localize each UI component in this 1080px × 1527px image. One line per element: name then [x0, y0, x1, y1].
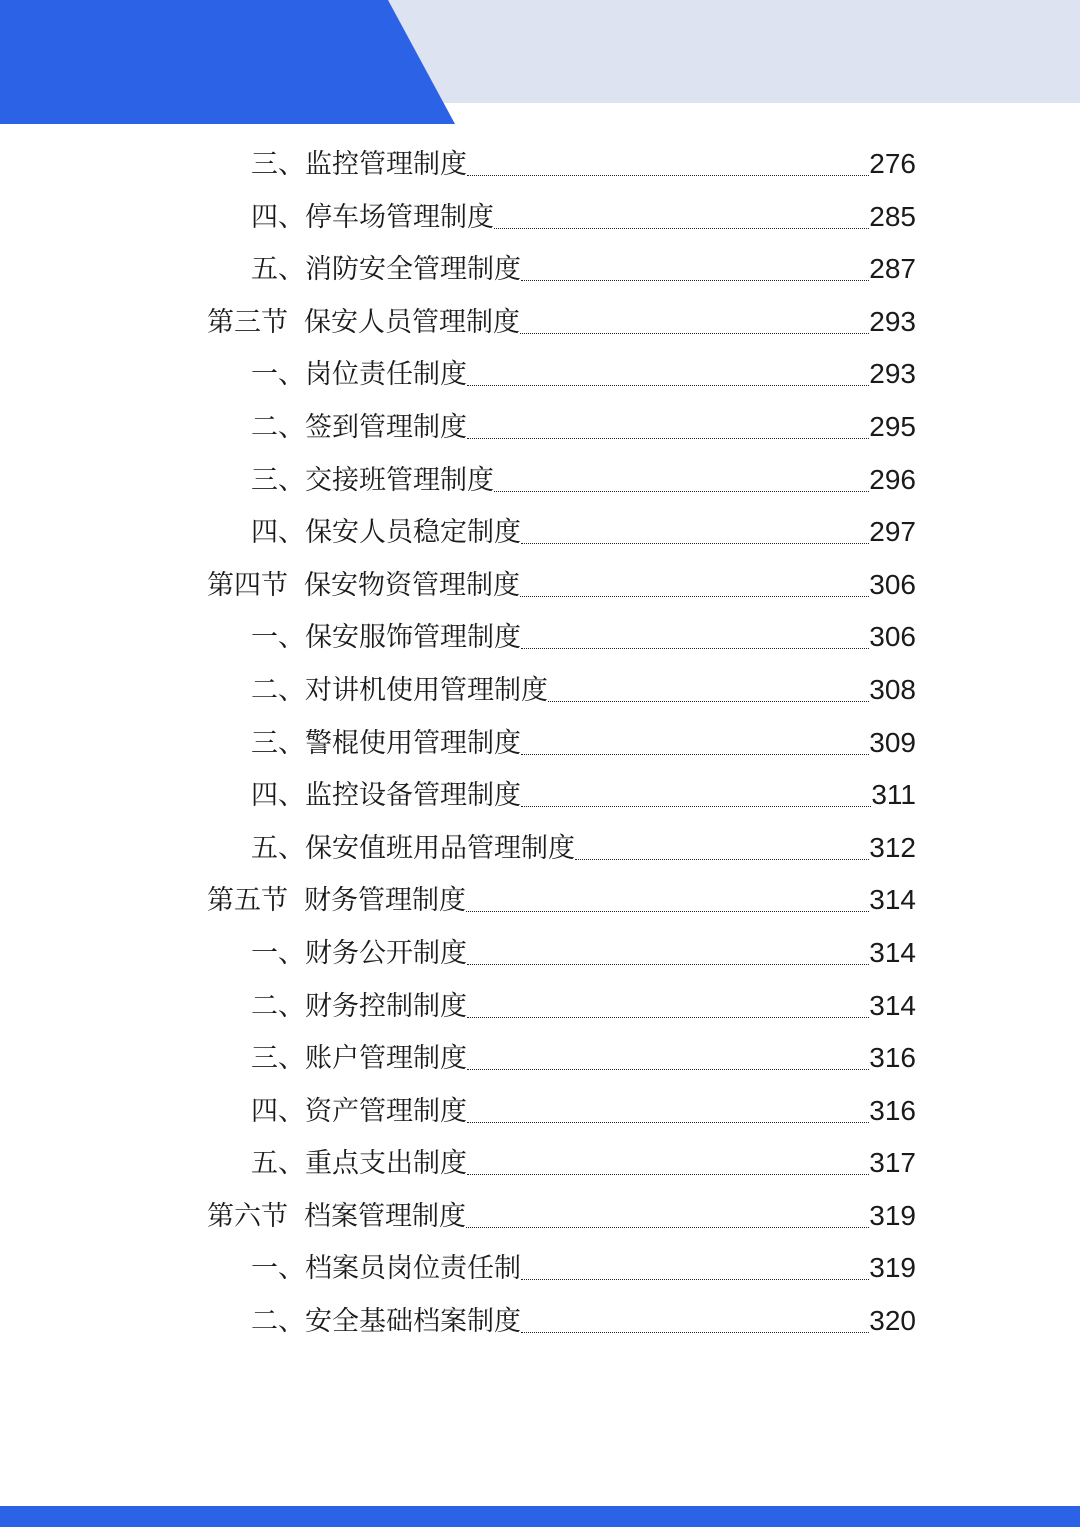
toc-page-number: 306 — [869, 621, 916, 653]
toc-dot-leader — [467, 964, 869, 965]
toc-entry-number: 三、 — [251, 1043, 305, 1075]
toc-subsection-entry[interactable] — [0, 609, 1080, 662]
toc-page-number: 295 — [869, 410, 916, 442]
toc-entry-number: 一、 — [251, 359, 305, 391]
toc-page-number: 317 — [869, 1147, 916, 1179]
toc-subsection-entry[interactable] — [0, 399, 1080, 452]
toc-page-number: 276 — [869, 148, 916, 179]
toc-page-number: 293 — [869, 305, 916, 337]
toc-subsection-entry[interactable] — [0, 1293, 1080, 1346]
footer-band — [0, 1506, 1080, 1527]
toc-entry-title: 消防安全管理制度 — [305, 254, 521, 286]
toc-subsection-entry[interactable] — [0, 978, 1080, 1031]
table-of-contents — [0, 136, 1080, 1346]
toc-entry-title: 签到管理制度 — [305, 411, 467, 443]
toc-entry-number: 第四节 — [207, 569, 288, 601]
toc-dot-leader — [467, 385, 869, 386]
toc-dot-leader — [467, 1122, 869, 1123]
toc-entry-title: 保安人员稳定制度 — [305, 517, 521, 549]
toc-subsection-entry[interactable] — [0, 820, 1080, 873]
toc-page-number: 287 — [869, 253, 916, 285]
toc-entry-title: 停车场管理制度 — [305, 201, 494, 233]
toc-page-number: 311 — [871, 779, 916, 811]
toc-entry-title: 财务公开制度 — [305, 937, 467, 969]
toc-subsection-entry[interactable] — [0, 767, 1080, 820]
toc-page-number: 319 — [869, 1252, 916, 1284]
toc-entry-number: 第六节 — [207, 1200, 288, 1232]
toc-entry-number: 四、 — [251, 1095, 305, 1127]
toc-entry-title: 资产管理制度 — [305, 1095, 467, 1127]
toc-dot-leader — [521, 1279, 869, 1280]
toc-entry-number: 五、 — [251, 1148, 305, 1180]
toc-subsection-entry[interactable] — [0, 346, 1080, 399]
toc-entry-number: 二、 — [251, 674, 305, 706]
toc-page-number: 285 — [869, 200, 916, 232]
toc-subsection-entry[interactable] — [0, 1030, 1080, 1083]
toc-page-number: 314 — [869, 989, 916, 1021]
toc-subsection-entry[interactable] — [0, 1083, 1080, 1136]
toc-dot-leader — [466, 911, 869, 912]
toc-dot-leader — [467, 1017, 869, 1018]
toc-entry-title: 岗位责任制度 — [305, 359, 467, 391]
toc-page-number: 293 — [869, 358, 916, 390]
toc-entry-title: 安全基础档案制度 — [305, 1306, 521, 1338]
toc-subsection-entry[interactable] — [0, 1135, 1080, 1188]
toc-dot-leader — [494, 228, 869, 229]
toc-subsection-entry[interactable] — [0, 504, 1080, 557]
toc-entry-number: 一、 — [251, 622, 305, 654]
toc-section-entry[interactable] — [0, 294, 1080, 347]
toc-entry-number: 第五节 — [207, 885, 288, 917]
toc-subsection-entry[interactable] — [0, 241, 1080, 294]
toc-entry-number: 三、 — [251, 727, 305, 759]
toc-entry-number: 二、 — [251, 411, 305, 443]
toc-dot-leader — [466, 1227, 869, 1228]
toc-dot-leader — [521, 280, 869, 281]
toc-entry-number: 四、 — [251, 780, 305, 812]
toc-dot-leader — [467, 1174, 869, 1175]
toc-entry-title: 对讲机使用管理制度 — [305, 674, 548, 706]
toc-subsection-entry[interactable] — [0, 925, 1080, 978]
toc-entry-title: 保安人员管理制度 — [304, 306, 520, 338]
toc-dot-leader — [520, 596, 869, 597]
toc-dot-leader — [467, 175, 869, 176]
toc-page-number: 316 — [869, 1094, 916, 1126]
toc-entry-title: 保安值班用品管理制度 — [305, 832, 575, 864]
toc-page-number: 316 — [869, 1042, 916, 1074]
toc-entry-number: 一、 — [251, 937, 305, 969]
toc-entry-number: 二、 — [251, 990, 305, 1022]
toc-dot-leader — [521, 754, 869, 755]
toc-page-number: 320 — [869, 1305, 916, 1337]
toc-dot-leader — [494, 491, 869, 492]
toc-dot-leader — [467, 1069, 869, 1070]
toc-entry-number: 三、 — [251, 149, 305, 180]
toc-page-number: 306 — [869, 568, 916, 600]
toc-dot-leader — [520, 333, 869, 334]
toc-section-entry[interactable] — [0, 872, 1080, 925]
toc-entry-title: 交接班管理制度 — [305, 464, 494, 496]
toc-dot-leader — [521, 543, 869, 544]
toc-entry-title: 警棍使用管理制度 — [305, 727, 521, 759]
toc-page-number: 314 — [869, 884, 916, 916]
toc-entry-title: 财务管理制度 — [304, 885, 466, 917]
toc-entry-number: 四、 — [251, 517, 305, 549]
toc-page-number: 296 — [869, 463, 916, 495]
toc-dot-leader — [521, 1332, 869, 1333]
toc-page-number: 308 — [869, 673, 916, 705]
toc-page-number: 309 — [869, 726, 916, 758]
toc-dot-leader — [548, 701, 869, 702]
toc-entry-title: 档案管理制度 — [304, 1200, 466, 1232]
toc-subsection-entry[interactable] — [0, 662, 1080, 715]
toc-entry-number: 五、 — [251, 832, 305, 864]
toc-subsection-entry[interactable] — [0, 136, 1080, 189]
toc-entry-title: 保安服饰管理制度 — [305, 622, 521, 654]
toc-entry-title: 财务控制制度 — [305, 990, 467, 1022]
toc-section-entry[interactable] — [0, 1188, 1080, 1241]
toc-entry-title: 档案员岗位责任制 — [305, 1253, 521, 1285]
toc-entry-title: 监控设备管理制度 — [305, 780, 521, 812]
toc-dot-leader — [521, 648, 869, 649]
toc-dot-leader — [575, 859, 869, 860]
toc-entry-number: 一、 — [251, 1253, 305, 1285]
toc-entry-number: 四、 — [251, 201, 305, 233]
toc-dot-leader — [467, 438, 869, 439]
toc-section-entry[interactable] — [0, 557, 1080, 610]
toc-entry-title: 账户管理制度 — [305, 1043, 467, 1075]
toc-dot-leader — [521, 806, 871, 807]
toc-entry-number: 五、 — [251, 254, 305, 286]
toc-entry-number: 三、 — [251, 464, 305, 496]
toc-entry-title: 保安物资管理制度 — [304, 569, 520, 601]
toc-subsection-entry[interactable] — [0, 715, 1080, 768]
toc-entry-number: 二、 — [251, 1306, 305, 1338]
toc-entry-title: 重点支出制度 — [305, 1148, 467, 1180]
header-accent-shape — [0, 0, 455, 124]
toc-subsection-entry[interactable] — [0, 1240, 1080, 1293]
toc-subsection-entry[interactable] — [0, 452, 1080, 505]
toc-subsection-entry[interactable] — [0, 189, 1080, 242]
toc-page-number: 312 — [869, 831, 916, 863]
toc-page-number: 314 — [869, 936, 916, 968]
toc-entry-title: 监控管理制度 — [305, 149, 467, 180]
toc-page-number: 319 — [869, 1199, 916, 1231]
toc-page-number: 297 — [869, 516, 916, 548]
toc-entry-number: 第三节 — [207, 306, 288, 338]
